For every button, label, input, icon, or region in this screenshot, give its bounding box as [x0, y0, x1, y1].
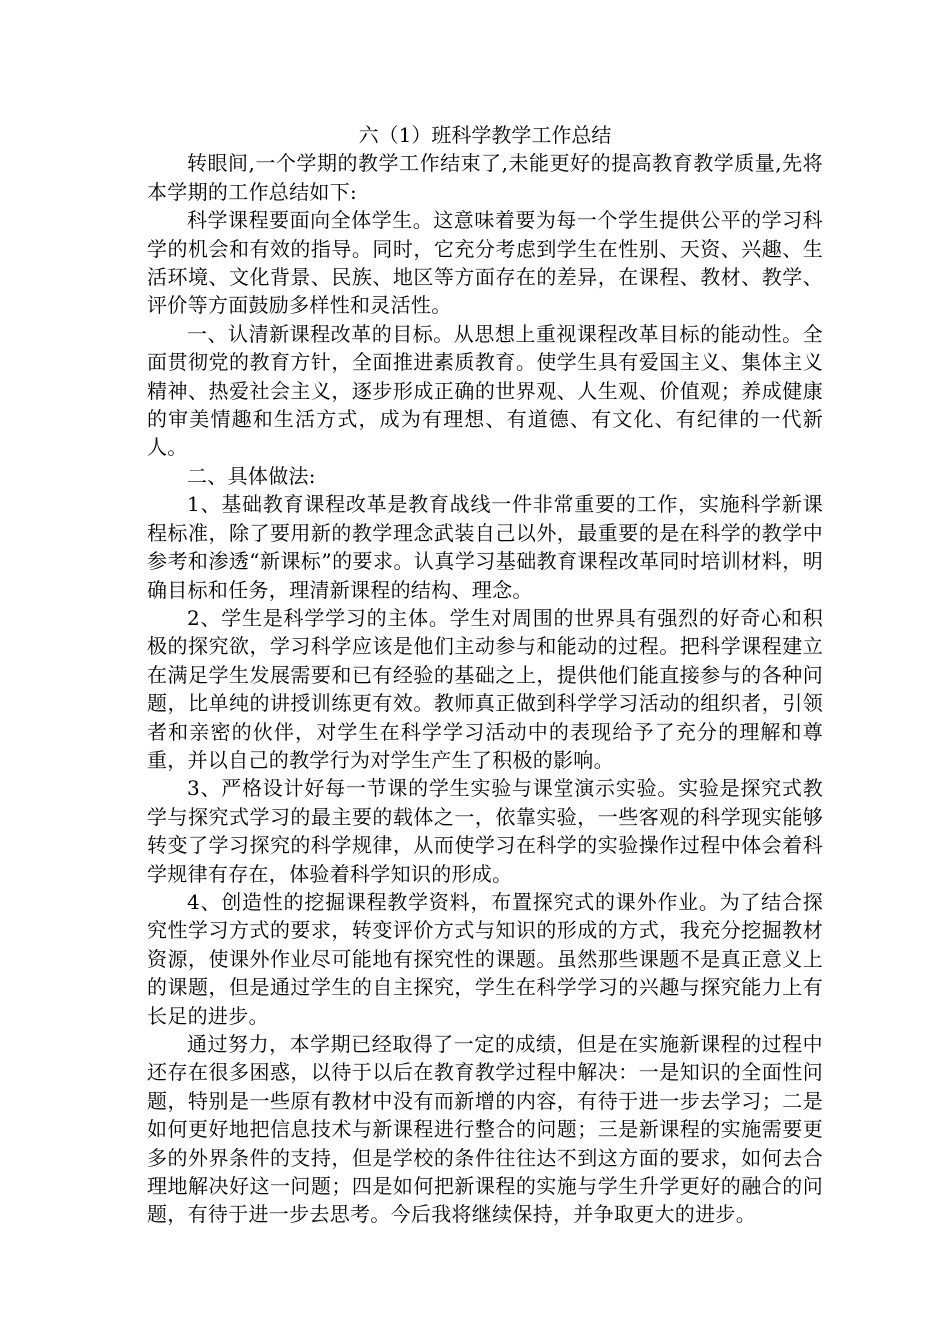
paragraph-item-2: 2、学生是科学学习的主体。学生对周围的世界具有强烈的好奇心和积极的探究欲，学习科学应该是他们主动参与和能动的过程。把科学课程建立在满足学生发展需要和已有经验的基础之上，提供他们能直接参与的各种问题，比单纯的讲授训练更有效。教师真正做到科学学习活动的组织者，引领者和亲密的伙伴，对学生在科学学习活动中的表现给予了充分的理解和尊重，并以自己的教学行为对学生产生了积极的影响。	[147, 605, 823, 772]
paragraph-conclusion: 通过努力，本学期已经取得了一定的成绩，但是在实施新课程的过程中还存在很多困惑，以待于以后在教育教学过程中解决：一是知识的全面性问题，特别是一些原有教材中没有而新增的内容，有待于进一步去学习；二是如何更好地把信息技术与新课程进行整合的问题；三是新课程的实施需要更多的外界条件的支持，但是学校的条件往往达不到这方面的要求，如何去合理地解决好这一问题；四是如何把新课程的实施与学生升学更好的融合的问题，有待于进一步去思考。今后我将继续保持，并争取更大的进步。	[147, 1032, 823, 1227]
paragraph-item-1: 1、基础教育课程改革是教育战线一件非常重要的工作，实施科学新课程标准，除了要用新的教学理念武装自己以外，最重要的是在科学的教学中参考和渗透“新课标”的要求。认真学习基础教育课程改革同时培训材料，明确目标和任务，理清新课程的结构、理念。	[147, 492, 823, 602]
paragraph-course-for-all: 科学课程要面向全体学生。这意味着要为每一个学生提供公平的学习科学的机会和有效的指导。同时，它充分考虑到学生在性别、天资、兴趣、生活环境、文化背景、民族、地区等方面存在的差异，在课程、教材、教学、评价等方面鼓励多样性和灵活性。	[147, 208, 823, 318]
paragraph-section-one: 一、认清新课程改革的目标。从思想上重视课程改革目标的能动性。全面贯彻党的教育方针，全面推进素质教育。使学生具有爱国主义、集体主义精神、热爱社会主义，逐步形成正确的世界观、人生观、价值观；养成健康的审美情趣和生活方式，成为有理想、有道德、有文化、有纪律的一代新人。	[147, 321, 823, 460]
paragraph-item-4: 4、创造性的挖掘课程教学资料，布置探究式的课外作业。为了结合探究性学习方式的要求，转变评价方式与知识的形成的方式，我充分挖掘教材资源，使课外作业尽可能地有探究性的课题。虽然那些课题不是真正意义上的课题，但是通过学生的自主探究，学生在科学学习的兴趣与探究能力上有长足的进步。	[147, 889, 823, 1028]
paragraph-section-two-heading: 二、具体做法:	[187, 463, 316, 488]
document-page	[147, 121, 823, 1229]
document-title: 六（1）班科学教学工作总结	[358, 123, 612, 147]
paragraph-intro: 转眼间,一个学期的教学工作结束了,未能更好的提高教育教学质量,先将本学期的工作总结如下:	[147, 151, 823, 204]
paragraph-item-3: 3、严格设计好每一节课的学生实验与课堂演示实验。实验是探究式教学与探究式学习的最主要的载体之一，依靠实验，一些客观的科学现实能够转变了学习探究的科学规律，从而使学习在科学的实验操作过程中体会着科学规律有存在，体验着科学知识的形成。	[147, 776, 823, 886]
